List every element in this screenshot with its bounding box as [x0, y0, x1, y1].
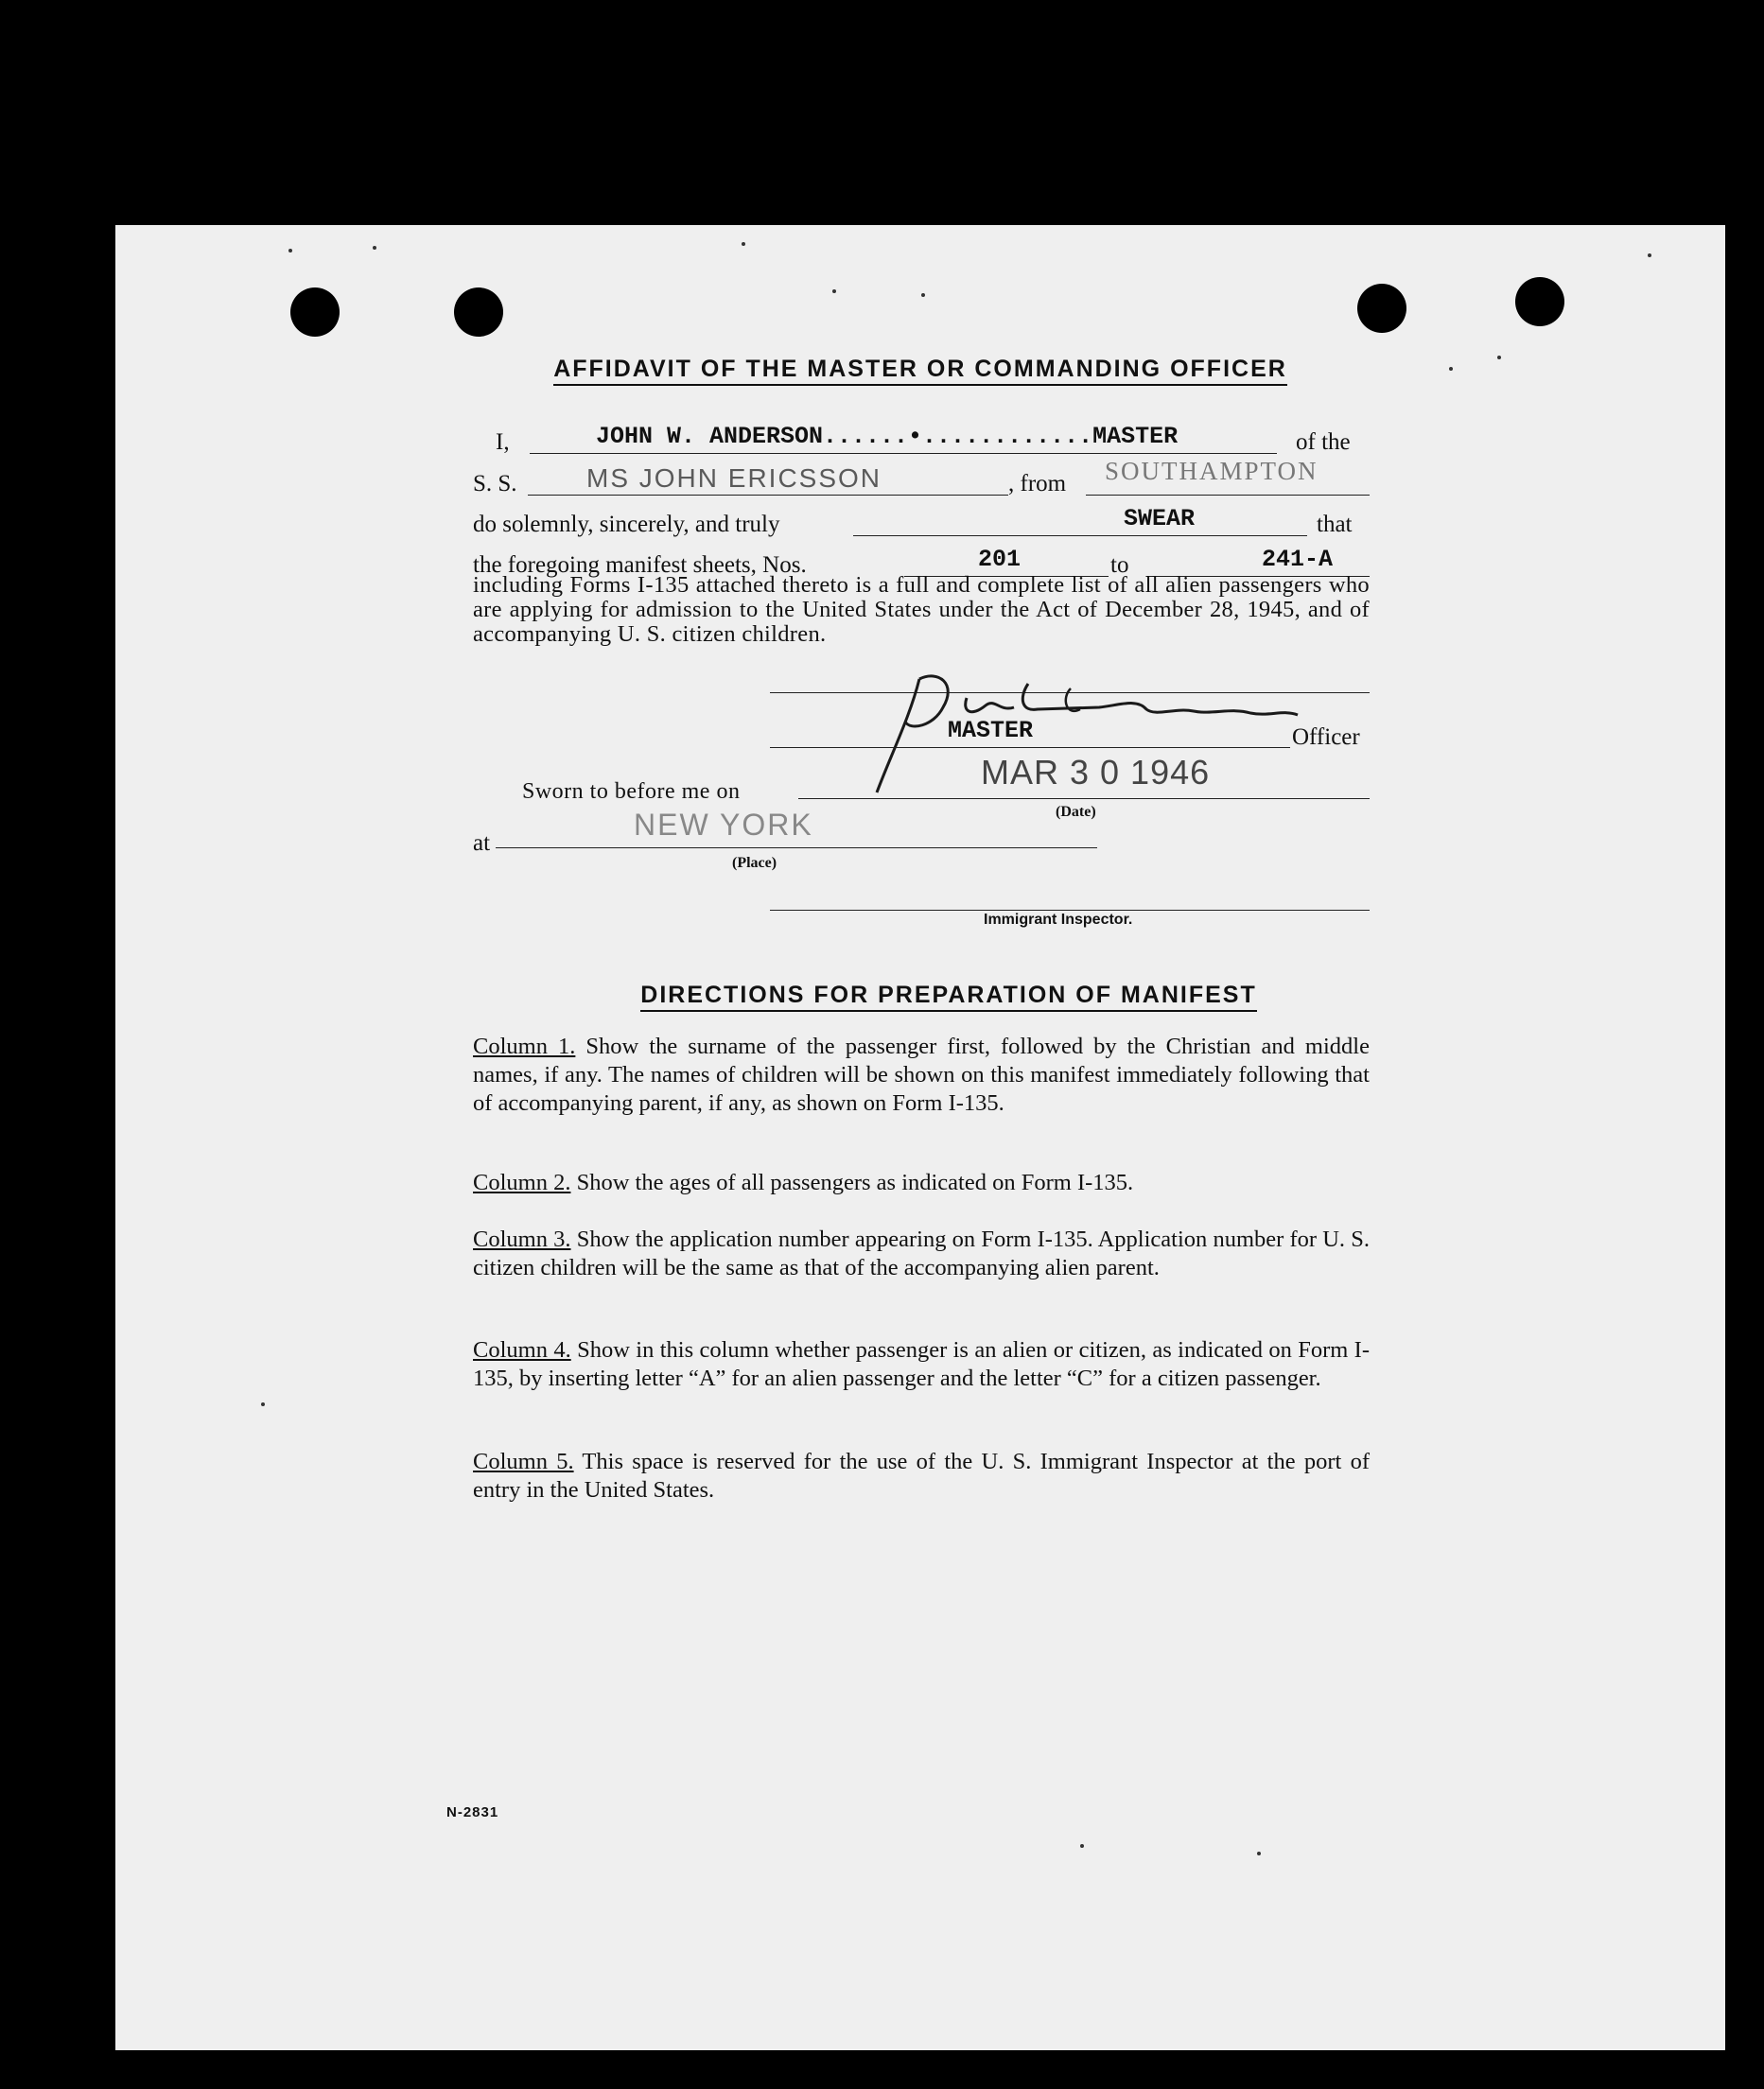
officer-label: Officer [1292, 724, 1360, 750]
direction-column-3 [473, 1226, 1370, 1282]
date-label: (Date) [1056, 804, 1096, 820]
line-prefix: the foregoing manifest sheets, Nos. [473, 552, 807, 578]
line-prefix: I, [496, 429, 510, 455]
master-name: JOHN W. ANDERSON......•............MASTER [596, 423, 1179, 450]
direction-column-1 [473, 1033, 1370, 1118]
line-prefix: S. S. [473, 471, 517, 496]
column-label: Column 4. [473, 1337, 571, 1363]
column-label: Column 3. [473, 1227, 571, 1252]
sworn-prefix: Sworn to before me on [522, 779, 741, 804]
direction-column-2 [473, 1169, 1370, 1196]
column-text: Show the application number appearing on Form I-135. Application number for U. S. citizen children will be the same as that of the accompanying alien parent. [473, 1227, 1370, 1280]
to-word: to [1110, 552, 1129, 578]
oath-word: SWEAR [1124, 505, 1196, 532]
sheet-to-number: 241-A [1262, 546, 1334, 573]
document-page [115, 225, 1725, 2050]
column-text: Show the ages of all passengers as indicated on Form I-135. [576, 1170, 1134, 1195]
directions-section [115, 225, 1725, 2050]
direction-column-5 [473, 1448, 1370, 1505]
place-stamp: NEW YORK [634, 808, 813, 842]
form-number: N-2831 [446, 1804, 499, 1820]
column-text: Show in this column whether passenger is an alien or citizen, as indicated on Form I-135, by inserting letter “A” for an alien passenger and the letter “C” for a citizen passenger. [473, 1337, 1370, 1391]
column-text: This space is reserved for the use of the U. S. Immigrant Inspector at the port of entry in the United States. [473, 1449, 1370, 1503]
officer-title: MASTER [948, 717, 1034, 744]
line-suffix: of the [1296, 429, 1351, 455]
affidavit-body: including Forms I-135 attached thereto is a full and complete list of all alien passengers who are applying for admission to the United States under the Act of December 28, 1945, and of accompanying U. S. citizen children. [473, 572, 1370, 647]
ship-name: MS JOHN ERICSSON [586, 463, 882, 493]
port-name: SOUTHAMPTON [1105, 457, 1319, 485]
direction-column-4 [473, 1336, 1370, 1393]
at-label: at [473, 830, 491, 856]
sheet-from-number: 201 [978, 546, 1022, 573]
line-middle: , from [1008, 471, 1067, 496]
column-label: Column 5. [473, 1449, 574, 1474]
column-label: Column 1. [473, 1034, 576, 1059]
column-label: Column 2. [473, 1170, 571, 1195]
sworn-date-stamp: MAR 3 0 1946 [981, 753, 1211, 792]
affidavit-title: AFFIDAVIT OF THE MASTER OR COMMANDING OFFICER [115, 356, 1725, 383]
place-label: (Place) [732, 855, 777, 871]
column-text: Show the surname of the passenger first, followed by the Christian and middle names, if any. The names of children will be shown on this manifest immediately following that of accompanying parent, if any, as shown on Form I-135. [473, 1034, 1370, 1116]
line-suffix: that [1317, 512, 1353, 537]
directions-title: DIRECTIONS FOR PREPARATION OF MANIFEST [144, 982, 1754, 1009]
line-prefix: do solemnly, sincerely, and truly [473, 512, 780, 537]
inspector-label: Immigrant Inspector. [984, 912, 1133, 928]
